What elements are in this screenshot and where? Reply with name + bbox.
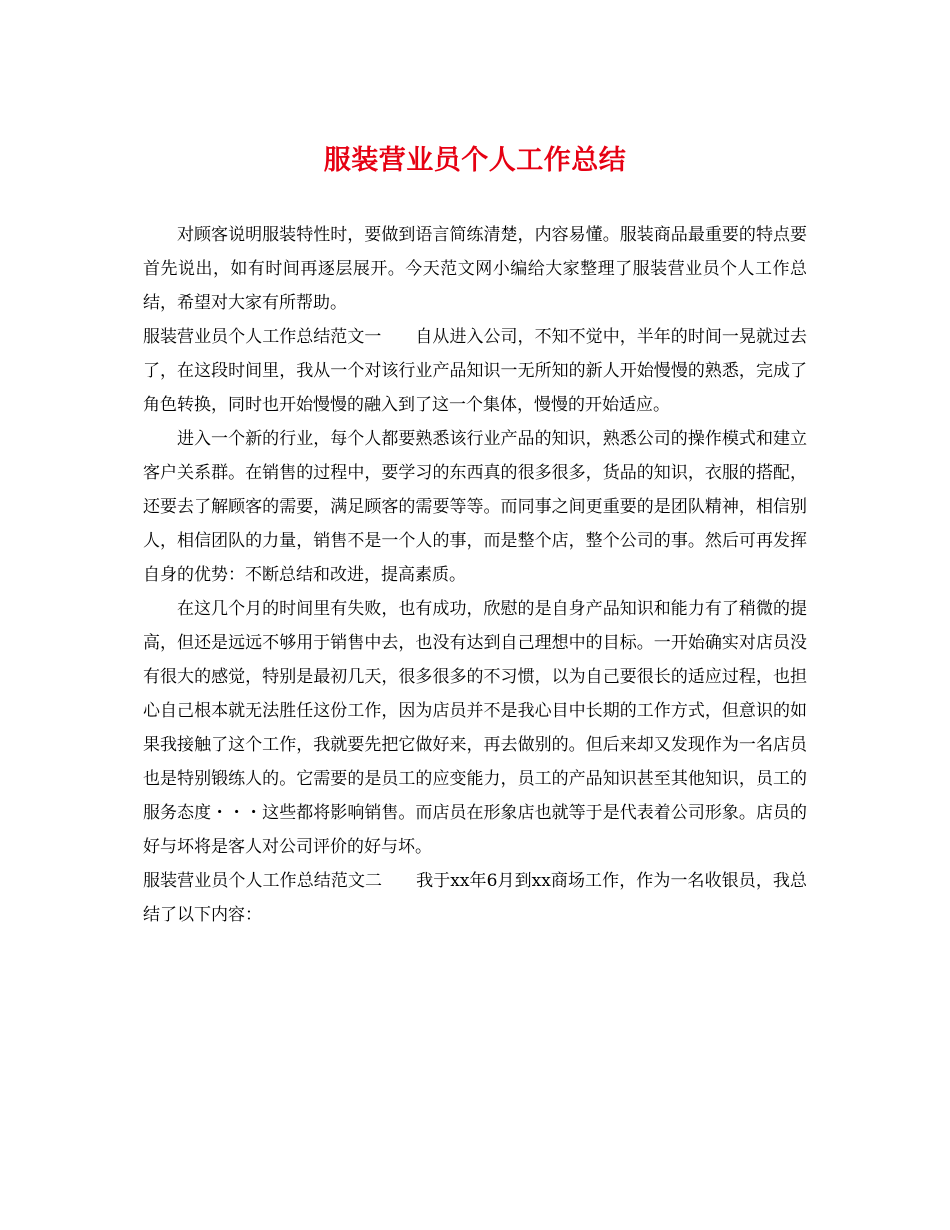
paragraph-intro — [143, 218, 807, 320]
section-label: 服装营业员个人工作总结范文二 — [143, 871, 383, 891]
paragraph-text: 进入一个新的行业，每个人都要熟悉该行业产品的知识，熟悉公司的操作模式和建立客户关系群。在销售的过程中，要学习的东西真的很多很多，货品的知识，衣服的搭配，还要去了解顾客的需要，满足顾客的需要等等。而同事之间更重要的是团队精神，相信别人，相信团队的力量，销售不是一个人的事，而是整个店，整个公司的事。然后可再发挥自身的优势：不断总结和改进，提高素质。 — [143, 429, 807, 585]
paragraph-text: 我于xx年6月到xx商场工作，作为一名收银员，我总结了以下内容： — [143, 871, 808, 925]
paragraph-new-industry — [143, 422, 807, 592]
paragraph-sample-two — [143, 864, 807, 932]
document-body — [143, 218, 807, 932]
paragraph-sample-one — [143, 320, 807, 422]
paragraph-few-months — [143, 592, 807, 864]
document-title: 服装营业员个人工作总结 — [323, 145, 627, 176]
paragraph-text: 自从进入公司，不知不觉中，半年的时间一晃就过去了，在这段时间里，我从一个对该行业产品知识一无所知的新人开始慢慢的熟悉，完成了角色转换，同时也开始慢慢的融入到了这一个集体，慢慢的开始适应。 — [143, 327, 808, 415]
paragraph-text: 在这几个月的时间里有失败，也有成功，欣慰的是自身产品知识和能力有了稍微的提高，但还是远远不够用于销售中去，也没有达到自己理想中的目标。一开始确实对店员没有很大的感觉，特别是最初几天，很多很多的不习惯，以为自己要很长的适应过程，也担心自己根本就无法胜任这份工作，因为店员并不是我心目中长期的工作方式，但意识的如果我接触了这个工作，我就要先把它做好来，再去做别的。但后来却又发现作为一名店员也是特别锻练人的。它需要的是员工的应变能力，员工的产品知识甚至其他知识，员工的服务态度・・・这些都将影响销售。而店员在形象店也就等于是代表着公司形象。店员的好与坏将是客人对公司评价的好与坏。 — [143, 599, 807, 857]
section-label: 服装营业员个人工作总结范文一 — [143, 327, 382, 347]
paragraph-text: 对顾客说明服装特性时，要做到语言简练清楚，内容易懂。服装商品最重要的特点要首先说出，如有时间再逐层展开。今天范文网小编给大家整理了服装营业员个人工作总结，希望对大家有所帮助。 — [143, 225, 807, 313]
